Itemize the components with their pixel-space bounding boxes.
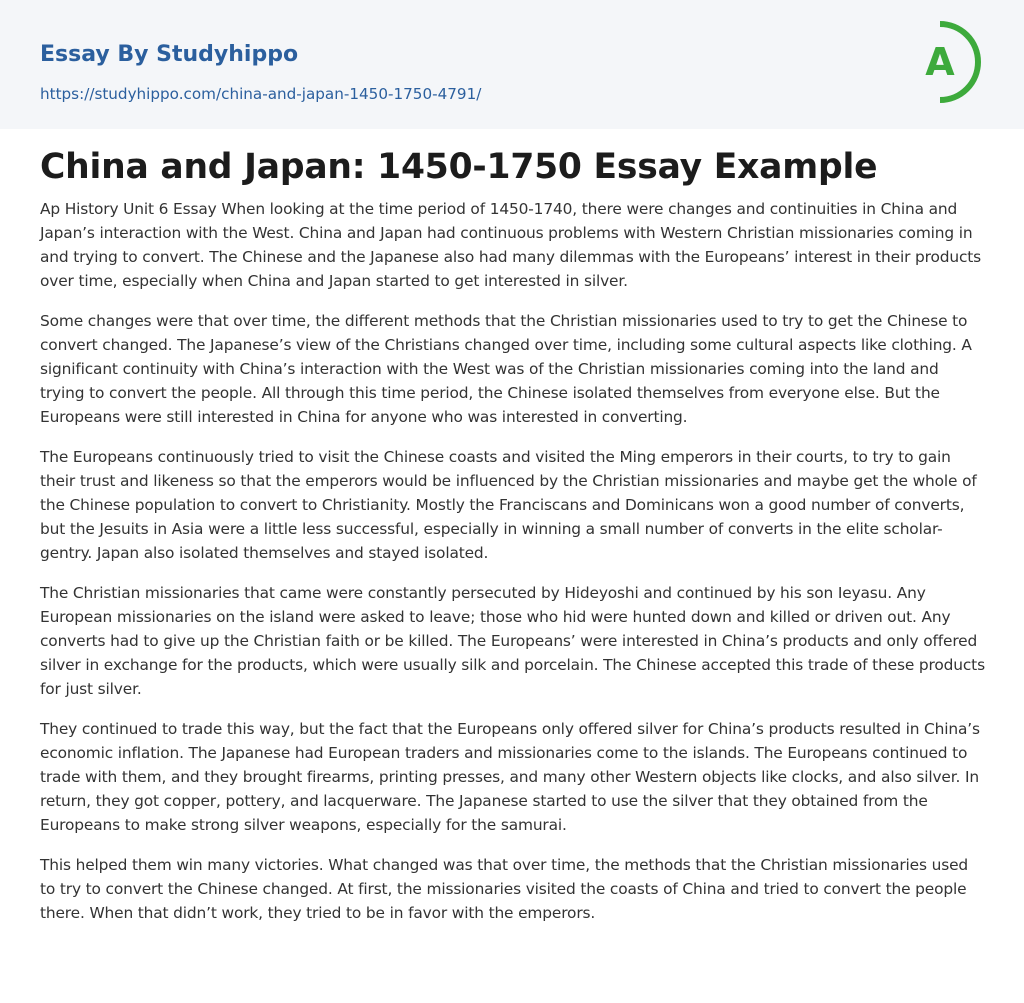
article-paragraph: The Europeans continuously tried to visit the Chinese coasts and visited the Ming emperors in their courts, to try to gain their trust and likeness so that the emperors would be influenced by the Christian missionaries and maybe get the whole of the Chinese population to convert to Christianity. Mostly the Franciscans and Dominicans won a good number of converts, but the Jesuits in Asia were a little less successful, especially in winning a small number of converts in the elite scholar-gentry. Japan also isolated themselves and stayed isolated. [40,448,977,562]
page-url-link[interactable]: https://studyhippo.com/china-and-japan-1450-1750-4791/ [40,85,482,103]
article-paragraph: Some changes were that over time, the different methods that the Christian missionaries used to try to get the Chinese to convert changed. The Japanese’s view of the Christians changed over time, including some cultural aspects like clothing. A significant continuity with China’s interaction with the West was of the Christian missionaries coming into the land and trying to convert the people. All through this time period, the Chinese isolated themselves from everyone else. But the Europeans were still interested in China for anyone who was interested in converting. [40,312,972,426]
article-paragraph: This helped them win many victories. What changed was that over time, the methods that the Christian missionaries used to try to convert the Chinese changed. At first, the missionaries visited the coasts of China and tried to convert the people there. When that didn’t work, they tried to be in favor with the emperors. [40,856,969,922]
studyhippo-logo-icon[interactable] [912,19,986,105]
page-title: China and Japan: 1450-1750 Essay Example [40,147,878,187]
article-paragraph: The Christian missionaries that came were constantly persecuted by Hideyoshi and continued by his son Ieyasu. Any European missionaries on the island were asked to leave; those who hid were hunted down and killed or driven out. Any converts had to give up the Christian faith or be killed. The Europeans’ were interested in China’s products and only offered silver in exchange for the products, which were usually silk and porcelain. The Chinese accepted this trade of these products for just silver. [40,584,985,698]
logo-letter: A [925,40,955,84]
article [40,141,985,941]
article-paragraph: Ap History Unit 6 Essay When looking at the time period of 1450-1740, there were changes and continuities in China and Japan’s interaction with the West. China and Japan had continuous problems with Western Christian missionaries coming in and trying to convert. The Chinese and the Japanese also had many dilemmas with the Europeans’ interest in their products over time, especially when China and Japan started to get interested in silver. [40,200,982,290]
site-brand[interactable]: Essay By Studyhippo [40,42,299,67]
site-header [0,0,1024,129]
article-paragraph: They continued to trade this way, but the fact that the Europeans only offered silver for China’s products resulted in China’s economic inflation. The Japanese had European traders and missionaries come to the islands. The Europeans continued to trade with them, and they brought firearms, printing presses, and many other Western objects like clocks, and also silver. In return, they got copper, pottery, and lacquerware. The Japanese started to use the silver that they obtained from the Europeans to make strong silver weapons, especially for the samurai. [40,720,980,834]
